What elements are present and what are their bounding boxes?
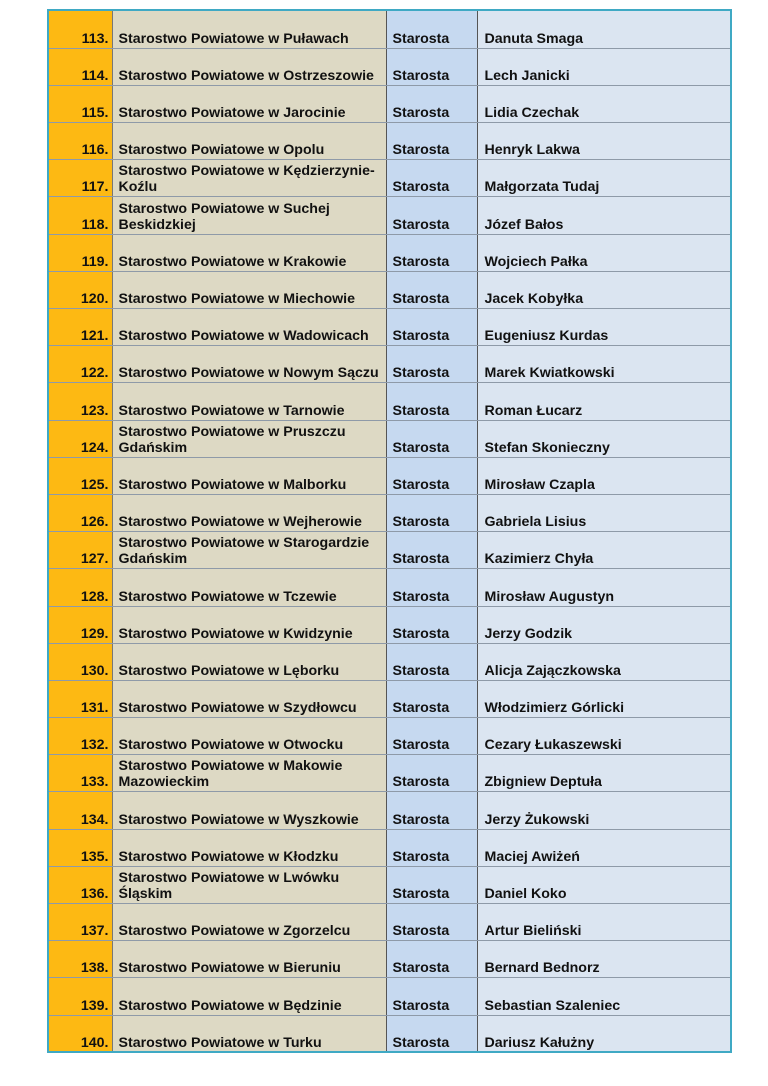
row-number: 122. (49, 346, 112, 383)
office-name: Starostwo Powiatowe w Miechowie (112, 271, 386, 308)
role-title: Starosta (386, 829, 477, 866)
office-name: Starostwo Powiatowe w Tarnowie (112, 383, 386, 420)
person-name: Lidia Czechak (477, 85, 730, 122)
table-row (49, 792, 730, 829)
role-title: Starosta (386, 383, 477, 420)
row-number: 123. (49, 383, 112, 420)
office-name: Starostwo Powiatowe w Kłodzku (112, 829, 386, 866)
role-title: Starosta (386, 680, 477, 717)
person-name: Jacek Kobyłka (477, 271, 730, 308)
table-row (49, 606, 730, 643)
row-number: 119. (49, 234, 112, 271)
person-name: Stefan Skonieczny (477, 420, 730, 457)
office-name: Starostwo Powiatowe w Lwówku Śląskim (112, 866, 386, 903)
row-number: 126. (49, 494, 112, 531)
role-title: Starosta (386, 197, 477, 234)
person-name: Alicja Zajączkowska (477, 643, 730, 680)
table-row (49, 48, 730, 85)
table-row (49, 234, 730, 271)
row-number: 125. (49, 457, 112, 494)
office-name: Starostwo Powiatowe w Kwidzynie (112, 606, 386, 643)
role-title: Starosta (386, 123, 477, 160)
row-number: 128. (49, 569, 112, 606)
row-number: 137. (49, 904, 112, 941)
table-row (49, 85, 730, 122)
role-title: Starosta (386, 755, 477, 792)
row-number: 138. (49, 941, 112, 978)
office-name: Starostwo Powiatowe w Puławach (112, 11, 386, 48)
office-name: Starostwo Powiatowe w Nowym Sączu (112, 346, 386, 383)
row-number: 130. (49, 643, 112, 680)
table-row (49, 457, 730, 494)
person-name: Dariusz Kałużny (477, 1015, 730, 1052)
row-number: 135. (49, 829, 112, 866)
table-row (49, 271, 730, 308)
office-name: Starostwo Powiatowe w Suchej Beskidzkiej (112, 197, 386, 234)
role-title: Starosta (386, 160, 477, 197)
table-row (49, 829, 730, 866)
table-row (49, 11, 730, 48)
row-number: 124. (49, 420, 112, 457)
table-row (49, 383, 730, 420)
table-row (49, 866, 730, 903)
office-name: Starostwo Powiatowe w Szydłowcu (112, 680, 386, 717)
table-row (49, 978, 730, 1015)
row-number: 117. (49, 160, 112, 197)
table-row (49, 197, 730, 234)
person-name: Eugeniusz Kurdas (477, 309, 730, 346)
row-number: 114. (49, 48, 112, 85)
office-name: Starostwo Powiatowe w Będzinie (112, 978, 386, 1015)
role-title: Starosta (386, 234, 477, 271)
table-row (49, 643, 730, 680)
row-number: 113. (49, 11, 112, 48)
role-title: Starosta (386, 48, 477, 85)
role-title: Starosta (386, 346, 477, 383)
office-name: Starostwo Powiatowe w Wejherowie (112, 494, 386, 531)
row-number: 132. (49, 718, 112, 755)
role-title: Starosta (386, 904, 477, 941)
row-number: 115. (49, 85, 112, 122)
person-name: Maciej Awiżeń (477, 829, 730, 866)
person-name: Sebastian Szaleniec (477, 978, 730, 1015)
person-name: Artur Bieliński (477, 904, 730, 941)
person-name: Henryk Lakwa (477, 123, 730, 160)
table-row (49, 532, 730, 569)
table-row (49, 1015, 730, 1052)
role-title: Starosta (386, 718, 477, 755)
role-title: Starosta (386, 420, 477, 457)
office-name: Starostwo Powiatowe w Jarocinie (112, 85, 386, 122)
row-number: 116. (49, 123, 112, 160)
office-name: Starostwo Powiatowe w Otwocku (112, 718, 386, 755)
office-name: Starostwo Powiatowe w Wadowicach (112, 309, 386, 346)
row-number: 140. (49, 1015, 112, 1052)
person-name: Małgorzata Tudaj (477, 160, 730, 197)
role-title: Starosta (386, 532, 477, 569)
role-title: Starosta (386, 792, 477, 829)
person-name: Włodzimierz Górlicki (477, 680, 730, 717)
office-name: Starostwo Powiatowe w Pruszczu Gdańskim (112, 420, 386, 457)
office-name: Starostwo Powiatowe w Bieruniu (112, 941, 386, 978)
role-title: Starosta (386, 271, 477, 308)
table-row (49, 160, 730, 197)
role-title: Starosta (386, 11, 477, 48)
table-row (49, 718, 730, 755)
person-name: Jerzy Żukowski (477, 792, 730, 829)
person-name: Gabriela Lisius (477, 494, 730, 531)
table-row (49, 569, 730, 606)
person-name: Roman Łucarz (477, 383, 730, 420)
row-number: 127. (49, 532, 112, 569)
person-name: Lech Janicki (477, 48, 730, 85)
role-title: Starosta (386, 569, 477, 606)
row-number: 121. (49, 309, 112, 346)
person-name: Józef Bałos (477, 197, 730, 234)
role-title: Starosta (386, 309, 477, 346)
office-name: Starostwo Powiatowe w Makowie Mazowieckim (112, 755, 386, 792)
person-name: Danuta Smaga (477, 11, 730, 48)
table-row (49, 941, 730, 978)
officials-table (49, 11, 730, 1052)
table-row (49, 420, 730, 457)
role-title: Starosta (386, 606, 477, 643)
row-number: 118. (49, 197, 112, 234)
office-name: Starostwo Powiatowe w Turku (112, 1015, 386, 1052)
person-name: Kazimierz Chyła (477, 532, 730, 569)
role-title: Starosta (386, 85, 477, 122)
role-title: Starosta (386, 494, 477, 531)
office-name: Starostwo Powiatowe w Zgorzelcu (112, 904, 386, 941)
table-row (49, 123, 730, 160)
role-title: Starosta (386, 866, 477, 903)
table-row (49, 494, 730, 531)
table-row (49, 755, 730, 792)
row-number: 129. (49, 606, 112, 643)
officials-table-frame (47, 9, 732, 1053)
person-name: Wojciech Pałka (477, 234, 730, 271)
office-name: Starostwo Powiatowe w Ostrzeszowie (112, 48, 386, 85)
row-number: 134. (49, 792, 112, 829)
office-name: Starostwo Powiatowe w Starogardzie Gdańskim (112, 532, 386, 569)
person-name: Cezary Łukaszewski (477, 718, 730, 755)
table-row (49, 904, 730, 941)
row-number: 136. (49, 866, 112, 903)
role-title: Starosta (386, 1015, 477, 1052)
table-body (49, 11, 730, 1052)
office-name: Starostwo Powiatowe w Malborku (112, 457, 386, 494)
table-row (49, 309, 730, 346)
office-name: Starostwo Powiatowe w Opolu (112, 123, 386, 160)
row-number: 139. (49, 978, 112, 1015)
office-name: Starostwo Powiatowe w Lęborku (112, 643, 386, 680)
role-title: Starosta (386, 643, 477, 680)
office-name: Starostwo Powiatowe w Wyszkowie (112, 792, 386, 829)
role-title: Starosta (386, 457, 477, 494)
person-name: Zbigniew Deptuła (477, 755, 730, 792)
person-name: Mirosław Augustyn (477, 569, 730, 606)
person-name: Jerzy Godzik (477, 606, 730, 643)
person-name: Mirosław Czapla (477, 457, 730, 494)
role-title: Starosta (386, 941, 477, 978)
person-name: Daniel Koko (477, 866, 730, 903)
person-name: Marek Kwiatkowski (477, 346, 730, 383)
office-name: Starostwo Powiatowe w Tczewie (112, 569, 386, 606)
table-row (49, 346, 730, 383)
role-title: Starosta (386, 978, 477, 1015)
person-name: Bernard Bednorz (477, 941, 730, 978)
office-name: Starostwo Powiatowe w Kędzierzynie-Koźlu (112, 160, 386, 197)
office-name: Starostwo Powiatowe w Krakowie (112, 234, 386, 271)
row-number: 120. (49, 271, 112, 308)
row-number: 131. (49, 680, 112, 717)
table-row (49, 680, 730, 717)
row-number: 133. (49, 755, 112, 792)
